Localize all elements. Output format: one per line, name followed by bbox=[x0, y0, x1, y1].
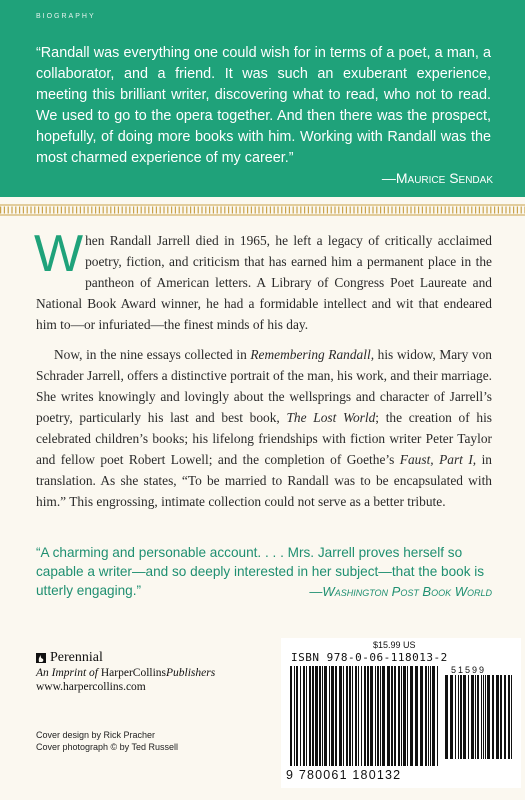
description-paragraph-1: When Randall Jarrell died in 1965, he left a legacy of critically acclaimed poetry, fiction, and criticism that has earned him a permanent place in the pantheon of American letters. A Library of Congress Poet Laureate and National Book Award winner, he had a formidable intellect and wit that endeared him to—or infuriated—the finest minds of his day. bbox=[34, 225, 492, 332]
drop-cap: W bbox=[34, 225, 84, 283]
barcode-bar bbox=[352, 666, 353, 766]
book-title-faust: Faust, Part I, bbox=[399, 452, 477, 467]
barcode-bar bbox=[394, 666, 396, 766]
barcode-bar bbox=[500, 675, 502, 759]
quote-band bbox=[0, 0, 525, 197]
barcode-bar bbox=[346, 666, 348, 766]
barcode-bar bbox=[430, 666, 431, 766]
barcode-bar bbox=[425, 666, 427, 766]
barcode-bar bbox=[407, 666, 408, 766]
barcode-bar bbox=[339, 666, 342, 766]
perennial-flame-icon bbox=[36, 653, 46, 663]
review-quote: “A charming and personable account. . . . Mrs. Jarrell proves herself so capable a writer—and so deeply interested in her subject—that the book is utterly engaging.” bbox=[36, 545, 485, 598]
barcode-bar bbox=[331, 666, 334, 766]
barcode-bar bbox=[349, 666, 351, 766]
barcode-bar bbox=[492, 675, 494, 759]
barcode-bar bbox=[437, 666, 438, 766]
barcode-bar bbox=[329, 666, 330, 766]
barcode-bar bbox=[370, 666, 373, 766]
barcode-bar bbox=[309, 666, 311, 766]
book-title-lost-world: The Lost World bbox=[286, 410, 376, 425]
ean-barcode bbox=[290, 666, 440, 770]
addon-digits: 51599 bbox=[451, 665, 487, 675]
barcode-bar bbox=[367, 666, 369, 766]
barcode-bar bbox=[382, 666, 385, 766]
barcode-bar bbox=[315, 666, 318, 766]
barcode-bar bbox=[481, 675, 482, 759]
category-label: BIOGRAPHY bbox=[36, 13, 96, 20]
barcode-bar bbox=[432, 666, 435, 766]
addon-barcode bbox=[445, 675, 515, 759]
barcode-panel bbox=[281, 638, 521, 788]
barcode-bar bbox=[391, 666, 393, 766]
barcode-bar bbox=[296, 666, 298, 766]
barcode-bar bbox=[450, 675, 453, 759]
publisher-name: Perennial bbox=[50, 650, 103, 665]
barcode-bar bbox=[455, 675, 456, 759]
barcode-bar bbox=[403, 666, 406, 766]
barcode-bar bbox=[458, 675, 459, 759]
barcode-bar bbox=[303, 666, 305, 766]
price-label: $15.99 US bbox=[373, 640, 416, 650]
imprint-line: An Imprint of HarperCollinsPublishers bbox=[36, 667, 216, 679]
barcode-bar bbox=[312, 666, 314, 766]
barcode-bar bbox=[335, 666, 337, 766]
barcode-bar bbox=[401, 666, 402, 766]
barcode-bar bbox=[420, 666, 423, 766]
barcode-bar bbox=[428, 666, 429, 766]
book-title-remembering-randall: Remembering Randall, bbox=[250, 347, 375, 362]
barcode-bar bbox=[511, 675, 512, 759]
ean-digits: 9 780061 180132 bbox=[286, 768, 402, 782]
barcode-bar bbox=[475, 675, 476, 759]
endorsement-quote: “Randall was everything one could wish for in terms of a poet, a man, a collaborator, and a friend. It was such an exuberant experience, meeting this brilliant writer, discovering what to read, who not to read. We used to go to the opera together. And then there was the prospect, hopefully, of doing more books with him. Working with Randall was the most charmed experience of my career.” bbox=[36, 45, 491, 166]
barcode-bar bbox=[358, 666, 359, 766]
barcode-bar bbox=[380, 666, 381, 766]
barcode-bar bbox=[460, 675, 462, 759]
barcode-bar bbox=[294, 666, 295, 766]
barcode-bar bbox=[504, 675, 506, 759]
barcode-bar bbox=[322, 666, 323, 766]
barcode-bar bbox=[398, 666, 400, 766]
barcode-bar bbox=[445, 675, 448, 759]
decorative-divider bbox=[0, 204, 525, 216]
barcode-bar bbox=[471, 675, 474, 759]
barcode-bar bbox=[377, 666, 379, 766]
barcode-bar bbox=[415, 666, 418, 766]
barcode-bar bbox=[343, 666, 344, 766]
barcode-bar bbox=[361, 666, 362, 766]
book-description bbox=[34, 225, 493, 512]
barcode-bar bbox=[496, 675, 499, 759]
barcode-bar bbox=[306, 666, 307, 766]
barcode-bar bbox=[300, 666, 301, 766]
barcode-bar bbox=[410, 666, 413, 766]
barcode-bar bbox=[387, 666, 390, 766]
quote-attribution: —Maurice Sendak bbox=[381, 170, 493, 186]
cover-design-credit: Cover design by Rick Pracher bbox=[36, 730, 156, 740]
barcode-bar bbox=[290, 666, 292, 766]
publisher-block bbox=[36, 650, 215, 693]
barcode-bar bbox=[319, 666, 321, 766]
barcode-bar bbox=[324, 666, 327, 766]
barcode-bar bbox=[487, 675, 490, 759]
barcode-bar bbox=[468, 675, 469, 759]
barcode-bar bbox=[375, 666, 376, 766]
isbn-label: ISBN 978-0-06-118013-2 bbox=[291, 651, 448, 664]
barcode-bar bbox=[483, 675, 484, 759]
cover-credits bbox=[36, 729, 178, 753]
cover-photo-credit: Cover photograph © by Ted Russell bbox=[36, 742, 179, 752]
barcode-bar bbox=[355, 666, 357, 766]
review-attribution: —Washington Post Book World bbox=[309, 584, 492, 599]
publisher-url: www.harpercollins.com bbox=[36, 681, 146, 693]
barcode-bar bbox=[364, 666, 366, 766]
description-paragraph-2: Now, in the nine essays collected in Remembering Randall, his widow, Mary von Schrader Jarrell, offers a distinctive portrait of the man, his work, and their marriage. She writes knowingly and lovingly about the wellsprings and character of Jarrell’s poetry, particularly his last and best book, The Lost World; the creation of his celebrated children’s books; his lifelong friendships with fiction writer Peter Taylor and fellow poet Robert Lowell; and the completion of Goethe’s Faust, Part I, in translation. As she states, “To be married to Randall was to be encapsulated with him.” This engrossing, intimate collection could not serve as a better tribute. bbox=[36, 347, 493, 509]
barcode-bar bbox=[485, 675, 486, 759]
barcode-bar bbox=[463, 675, 466, 759]
barcode-bar bbox=[477, 675, 479, 759]
barcode-bar bbox=[508, 675, 510, 759]
